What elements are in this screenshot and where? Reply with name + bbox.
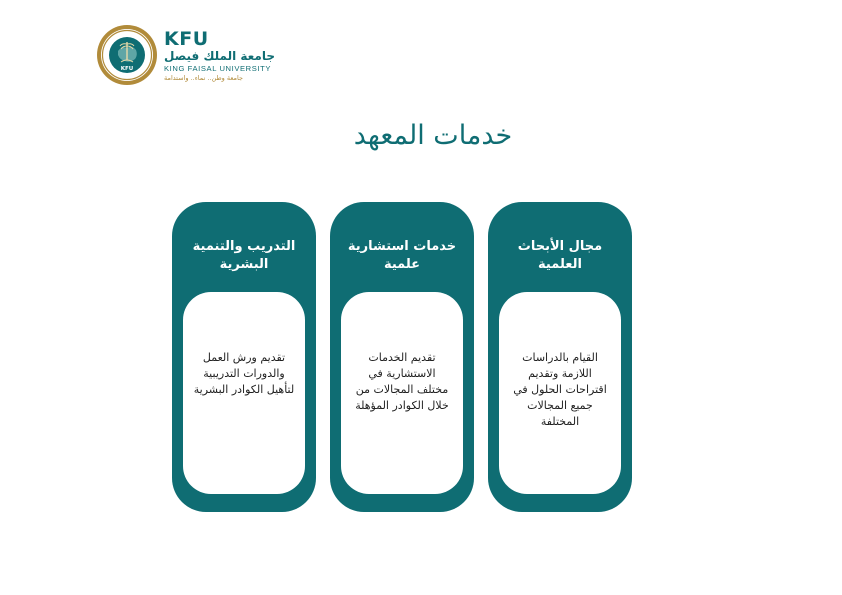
page-title: خدمات المعهد xyxy=(353,120,513,151)
logo-abbreviation: KFU xyxy=(164,28,209,50)
service-card-research xyxy=(488,202,632,512)
service-card-description: تقديم ورش العمل والدورات التدريبية لتأهيل الكوادر البشرية xyxy=(193,351,295,396)
service-card-description: تقديم الخدمات الاستشارية في مختلف المجالات من خلال الكوادر المؤهلة xyxy=(355,351,449,412)
university-seal-icon xyxy=(96,24,158,86)
service-card-content-panel xyxy=(499,292,621,494)
logo-english-name: KING FAISAL UNIVERSITY xyxy=(164,64,272,73)
service-card-consulting xyxy=(330,202,474,512)
service-card-title: التدريب والتنمية البشرية xyxy=(192,239,296,272)
service-card-content-panel xyxy=(183,292,305,494)
service-card-description: القيام بالدراسات اللازمة وتقديم اقتراحات الحلول في جميع المجالات المختلفة xyxy=(513,351,607,428)
seal-label: KFU xyxy=(120,66,134,72)
logo-arabic-name: جامعة الملك فيصل xyxy=(164,49,276,63)
service-card-title: خدمات استشارية علمية xyxy=(347,239,457,272)
service-card-content-panel xyxy=(341,292,463,494)
logo-text-block xyxy=(164,30,276,83)
service-card-training xyxy=(172,202,316,512)
logo-tagline: جامعة وطن.. نماء.. واستدامة xyxy=(164,74,243,82)
university-logo xyxy=(96,24,276,90)
service-card-title: مجال الأبحاث العلمية xyxy=(517,239,603,272)
